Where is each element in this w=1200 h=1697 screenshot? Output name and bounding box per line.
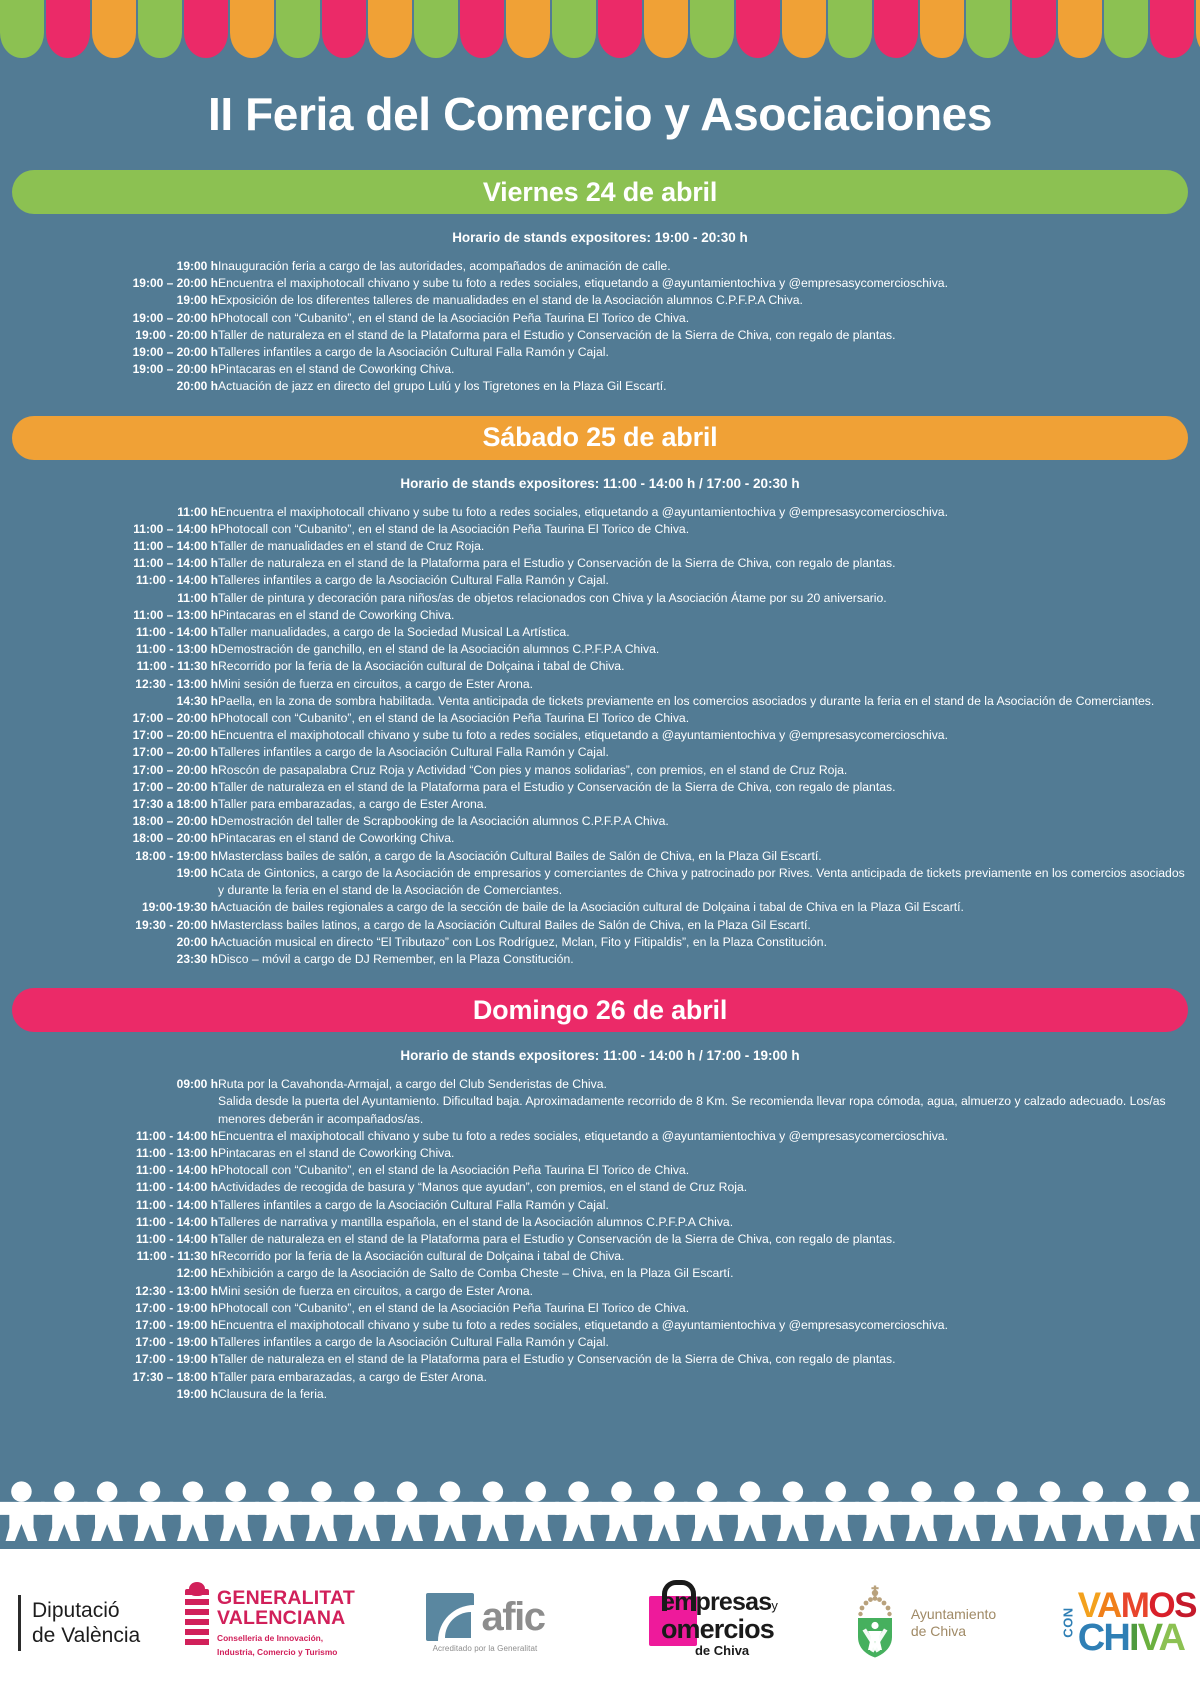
table-row <box>12 361 1188 378</box>
event-description: Recorrido por la feria de la Asociación cultural de Dolçaina i tabal de Chiva. <box>218 659 625 674</box>
table-row <box>12 344 1188 361</box>
table-row <box>12 1334 1188 1351</box>
event-time: 11:00 - 13:00 h <box>135 642 218 657</box>
event-time: 19:00-19:30 h <box>141 900 218 915</box>
event-description: Talleres infantiles a cargo de la Asociación Cultural Falla Ramón y Cajal. <box>218 573 609 588</box>
event-time: 11:00 - 14:00 h <box>135 1231 218 1246</box>
event-time: 19:00 – 20:00 h <box>132 310 218 325</box>
schedule-table-saturday <box>12 504 1188 968</box>
table-row <box>12 572 1188 589</box>
paper-doll-chain-decoration <box>0 1477 1200 1549</box>
diputacio-line1: Diputació <box>32 1599 120 1622</box>
bunting-flag <box>874 0 918 58</box>
event-description: Demostración del taller de Scrapbooking de la Asociación alumnos C.P.F.P.A Chiva. <box>218 814 669 829</box>
event-time: 11:00 - 11:30 h <box>136 659 218 674</box>
bunting-flag <box>460 0 504 58</box>
bunting-flag <box>0 0 44 58</box>
table-row <box>12 762 1188 779</box>
logo-afic <box>375 1549 595 1697</box>
event-time: 17:00 – 20:00 h <box>132 728 218 743</box>
bunting-flag <box>1012 0 1056 58</box>
event-time: 18:00 - 19:00 h <box>135 848 218 863</box>
vamos-line2: CHIVA <box>1077 1616 1185 1659</box>
table-row <box>12 1231 1188 1248</box>
event-description: Actividades de recogida de basura y “Manos que ayudan”, con premios, en el stand de Cruz Roja. <box>218 1180 748 1195</box>
event-description: Encuentra el maxiphotocall chivano y sube tu foto a redes sociales, etiquetando a @ayuntamientochiva y @empresasycomercioschiva. <box>218 1128 948 1143</box>
event-description: Photocall con “Cubanito”, en el stand de la Asociación Peña Taurina El Torico de Chiva. <box>218 310 690 325</box>
event-time: 17:00 – 20:00 h <box>132 762 218 777</box>
event-time: 19:00 - 20:00 h <box>135 327 218 342</box>
event-time: 20:00 h <box>176 934 218 949</box>
table-row <box>12 899 1188 916</box>
day-banner-saturday <box>12 416 1188 460</box>
event-description: Cata de Gintonics, a cargo de la Asociación de empresarios y comerciantes de Chiva y patrocinado por Rives. Venta anticipada de tickets previamente en los comercios asociados y durante la feria en el stand de la Asociación de Comerciantes. <box>218 865 1185 898</box>
table-row <box>12 830 1188 847</box>
event-time: 11:00 - 11:30 h <box>136 1249 218 1264</box>
event-time: 11:00 - 14:00 h <box>135 1128 218 1143</box>
day-banner-sunday <box>12 988 1188 1032</box>
event-description: Taller de manualidades en el stand de Cruz Roja. <box>218 539 485 554</box>
bunting-flag <box>552 0 596 58</box>
table-row <box>12 865 1188 899</box>
event-time: 19:00 – 20:00 h <box>132 276 218 291</box>
bunting-flag <box>690 0 734 58</box>
event-description: Pintacaras en el stand de Coworking Chiva. <box>218 607 455 622</box>
event-description: Taller de pintura y decoración para niños/as de objetos relacionados con Chiva y la Asociación Átame por su 20 aniversario. <box>218 590 887 605</box>
table-row <box>12 1283 1188 1300</box>
event-time: 19:30 - 20:00 h <box>135 917 218 932</box>
event-description: Taller de naturaleza en el stand de la Plataforma para el Estudio y Conservación de la Sierra de Chiva, con regalo de plantas. <box>218 1352 896 1367</box>
bunting-flag <box>920 0 964 58</box>
event-description: Talleres infantiles a cargo de la Asociación Cultural Falla Ramón y Cajal. <box>218 745 609 760</box>
generalitat-sub2: Industria, Comercio y Turismo <box>217 1646 338 1657</box>
event-description: Exposición de los diferentes talleres de manualidades en el stand de la Asociación alumnos C.P.F.P.A Chiva. <box>218 293 803 308</box>
bunting-flag <box>368 0 412 58</box>
table-row <box>12 710 1188 727</box>
event-description: Talleres de narrativa y mantilla española, en el stand de la Asociación alumnos C.P.F.P.A Chiva. <box>218 1214 734 1229</box>
table-row <box>12 590 1188 607</box>
table-row <box>12 848 1188 865</box>
table-row <box>12 1317 1188 1334</box>
event-description: Actuación de jazz en directo del grupo Lulú y los Tigretones en la Plaza Gil Escartí. <box>218 379 667 394</box>
event-description: Encuentra el maxiphotocall chivano y sube tu foto a redes sociales, etiquetando a @ayuntamientochiva y @empresasycomercioschiva. <box>218 276 948 291</box>
day-label: Sábado 25 de abril <box>482 422 718 453</box>
table-row <box>12 779 1188 796</box>
event-time: 18:00 – 20:00 h <box>132 831 218 846</box>
day-label: Viernes 24 de abril <box>482 176 718 207</box>
event-time: 12:30 - 13:00 h <box>135 676 218 691</box>
event-time: 11:00 - 14:00 h <box>135 1180 218 1195</box>
bunting-flag <box>828 0 872 58</box>
table-row <box>12 813 1188 830</box>
bunting-flag <box>966 0 1010 58</box>
table-row <box>12 258 1188 275</box>
bunting-flag <box>644 0 688 58</box>
table-row <box>12 521 1188 538</box>
event-description: Encuentra el maxiphotocall chivano y sube tu foto a redes sociales, etiquetando a @ayuntamientochiva y @empresasycomercioschiva. <box>218 504 948 519</box>
event-time: 19:00 h <box>176 865 218 880</box>
event-description: Masterclass bailes de salón, a cargo de la Asociación Cultural Bailes de Salón de Chiva, en la Plaza Gil Escartí. <box>218 848 822 863</box>
day-section-friday <box>12 170 1188 396</box>
schedule-table-sunday <box>12 1076 1188 1403</box>
empresas-line3: de Chiva <box>694 1642 750 1658</box>
table-row <box>12 1128 1188 1145</box>
table-row <box>12 1076 1188 1093</box>
bunting-flag <box>230 0 274 58</box>
event-time: 11:00 - 14:00 h <box>135 1214 218 1229</box>
event-time: 17:30 – 18:00 h <box>132 1369 218 1384</box>
event-time: 09:00 h <box>176 1077 218 1092</box>
event-time: 11:00 - 13:00 h <box>135 1145 218 1160</box>
vamos-con-text: CON <box>1061 1607 1077 1639</box>
event-description: Demostración de ganchillo, en el stand de la Asociación alumnos C.P.F.P.A Chiva. <box>218 642 660 657</box>
table-row <box>12 607 1188 624</box>
table-row <box>12 796 1188 813</box>
table-row <box>12 624 1188 641</box>
event-time: 11:00 - 14:00 h <box>135 573 218 588</box>
table-row <box>12 1351 1188 1368</box>
bunting-flag <box>598 0 642 58</box>
event-description: Masterclass bailes latinos, a cargo de la Asociación Cultural Bailes de Salón de Chiva, en la Plaza Gil Escartí. <box>218 917 811 932</box>
event-description: Pintacaras en el stand de Coworking Chiva. <box>218 831 455 846</box>
empresas-line2: omercios <box>660 1613 774 1644</box>
bunting-flag <box>184 0 228 58</box>
schedule-table-friday <box>12 258 1188 396</box>
event-time: 11:00 – 14:00 h <box>133 539 218 554</box>
event-description: Pintacaras en el stand de Coworking Chiva. <box>218 1145 455 1160</box>
bunting-flag <box>736 0 780 58</box>
ayuntamiento-line1: Ayuntamiento <box>910 1606 997 1622</box>
vamos-line1: VAMOS <box>1077 1585 1196 1625</box>
table-row <box>12 727 1188 744</box>
event-description: Taller de naturaleza en el stand de la Plataforma para el Estudio y Conservación de la Sierra de Chiva, con regalo de plantas. <box>218 327 896 342</box>
event-description: Paella, en la zona de sombra habilitada. Venta anticipada de tickets previamente en los comercios asociados y durante la feria en el stand de la Asociación de Comerciantes. <box>218 693 1155 708</box>
sponsor-footer <box>0 1549 1200 1697</box>
event-description: Talleres infantiles a cargo de la Asociación Cultural Falla Ramón y Cajal. <box>218 345 609 360</box>
day-label: Domingo 26 de abril <box>472 994 728 1025</box>
stand-hours-friday: Horario de stands expositores: 19:00 - 20:30 h <box>452 230 748 245</box>
chiva-coat-of-arms-icon <box>849 1584 901 1663</box>
bunting-flag <box>782 0 826 58</box>
event-description: Taller para embarazadas, a cargo de Ester Arona. <box>218 1369 487 1384</box>
event-time: 17:00 - 19:00 h <box>135 1317 218 1332</box>
logo-vamos-chiva <box>1020 1549 1200 1697</box>
table-row <box>12 641 1188 658</box>
afic-mark-icon <box>426 1593 474 1641</box>
divider <box>18 1595 21 1651</box>
event-time: 11:00 h <box>177 504 218 519</box>
diputacio-text <box>32 1598 140 1648</box>
table-row <box>12 1179 1188 1196</box>
event-description: Exhibición a cargo de la Asociación de Salto de Comba Cheste – Chiva, en la Plaza Gil Escartí. <box>218 1266 734 1281</box>
table-row <box>12 327 1188 344</box>
event-description: Taller de naturaleza en el stand de la Plataforma para el Estudio y Conservación de la Sierra de Chiva, con regalo de plantas. <box>218 779 896 794</box>
bunting-flag <box>1150 0 1194 58</box>
day-banner-friday <box>12 170 1188 214</box>
event-description: Taller de naturaleza en el stand de la Plataforma para el Estudio y Conservación de la Sierra de Chiva, con regalo de plantas. <box>218 1231 896 1246</box>
event-time: 17:00 - 19:00 h <box>135 1300 218 1315</box>
logo-empresas-y-comercios-de-chiva <box>595 1549 825 1697</box>
table-row <box>12 555 1188 572</box>
event-description: Roscón de pasapalabra Cruz Roja y Actividad “Con pies y manos solidarias”, con premios, en el stand de Cruz Roja. <box>218 762 848 777</box>
logo-diputacio-de-valencia <box>0 1549 165 1697</box>
stand-hours-saturday: Horario de stands expositores: 11:00 - 14:00 h / 17:00 - 20:30 h <box>400 475 800 491</box>
bunting-flag <box>1104 0 1148 58</box>
bunting-flag <box>276 0 320 58</box>
event-time: 17:00 – 20:00 h <box>132 779 218 794</box>
day-section-sunday <box>12 988 1188 1403</box>
table-row <box>12 744 1188 761</box>
table-row <box>12 1248 1188 1265</box>
day-section-saturday <box>12 416 1188 968</box>
table-row <box>12 1162 1188 1179</box>
table-row <box>12 504 1188 521</box>
bunting-flag <box>1058 0 1102 58</box>
table-row <box>12 292 1188 309</box>
event-time: 11:00 – 14:00 h <box>133 521 218 536</box>
event-time: 18:00 – 20:00 h <box>132 814 218 829</box>
event-description: Actuación musical en directo “El Tributazo” con Los Rodríguez, Mclan, Fito y Fitipaldis”, en la Plaza Constitución. <box>218 934 827 949</box>
event-time: 17:00 - 19:00 h <box>135 1352 218 1367</box>
event-time: 14:30 h <box>176 693 218 708</box>
table-row <box>12 1386 1188 1403</box>
event-description: Photocall con “Cubanito”, en el stand de la Asociación Peña Taurina El Torico de Chiva. <box>218 521 690 536</box>
event-time: 19:00 – 20:00 h <box>132 362 218 377</box>
event-description: Photocall con “Cubanito”, en el stand de la Asociación Peña Taurina El Torico de Chiva. <box>218 1300 690 1315</box>
event-time: 11:00 – 14:00 h <box>133 556 218 571</box>
logo-generalitat-valenciana <box>165 1549 375 1697</box>
senyera-flag-icon <box>185 1589 209 1647</box>
event-description: Encuentra el maxiphotocall chivano y sube tu foto a redes sociales, etiquetando a @ayuntamientochiva y @empresasycomercioschiva. <box>218 728 948 743</box>
table-row <box>12 1265 1188 1282</box>
event-time <box>12 1093 218 1127</box>
event-description: Photocall con “Cubanito”, en el stand de la Asociación Peña Taurina El Torico de Chiva. <box>218 1163 690 1178</box>
afic-subtitle: Acreditado por la Generalitat <box>432 1644 538 1653</box>
bunting-flag <box>138 0 182 58</box>
event-description: Clausura de la feria. <box>218 1386 328 1401</box>
bunting-flag <box>506 0 550 58</box>
table-row <box>12 934 1188 951</box>
diputacio-line2: de València <box>32 1624 141 1647</box>
event-description: Photocall con “Cubanito”, en el stand de la Asociación Peña Taurina El Torico de Chiva. <box>218 711 690 726</box>
bunting-flag <box>1196 0 1200 58</box>
event-description: Taller para embarazadas, a cargo de Ester Arona. <box>218 797 487 812</box>
event-time: 12:30 - 13:00 h <box>135 1283 218 1298</box>
empresas-line1: empresas <box>660 1587 772 1616</box>
event-time: 17:00 – 20:00 h <box>132 745 218 760</box>
page-title: II Feria del Comercio y Asociaciones <box>207 88 993 140</box>
event-description: Encuentra el maxiphotocall chivano y sube tu foto a redes sociales, etiquetando a @ayuntamientochiva y @empresasycomercioschiva. <box>218 1317 948 1332</box>
table-row <box>12 658 1188 675</box>
event-time: 19:00 h <box>176 293 218 308</box>
event-time: 11:00 - 14:00 h <box>135 1163 218 1178</box>
table-row <box>12 1093 1188 1127</box>
event-description: Taller de naturaleza en el stand de la Plataforma para el Estudio y Conservación de la Sierra de Chiva, con regalo de plantas. <box>218 556 896 571</box>
poster-header <box>0 58 1200 170</box>
event-description: Pintacaras en el stand de Coworking Chiva. <box>218 362 455 377</box>
bunting-flag <box>414 0 458 58</box>
table-row <box>12 917 1188 934</box>
schedule-content <box>0 170 1200 1423</box>
table-row <box>12 693 1188 710</box>
event-time: 17:00 – 20:00 h <box>132 711 218 726</box>
generalitat-line1: GENERALITAT <box>217 1587 355 1610</box>
logo-ayuntamiento-de-chiva <box>825 1549 1020 1697</box>
table-row <box>12 1369 1188 1386</box>
event-description: Mini sesión de fuerza en circuitos, a cargo de Ester Arona. <box>218 676 534 691</box>
event-time: 19:00 h <box>176 259 218 273</box>
table-row <box>12 951 1188 968</box>
event-description: Actuación de bailes regionales a cargo de la sección de baile de la Asociación cultural de Dolçaina i tabal de Chiva en la Plaza Gil Escartí. <box>218 900 964 915</box>
table-row <box>12 275 1188 292</box>
event-description: Mini sesión de fuerza en circuitos, a cargo de Ester Arona. <box>218 1283 534 1298</box>
stand-hours-sunday: Horario de stands expositores: 11:00 - 14:00 h / 17:00 - 19:00 h <box>400 1048 800 1064</box>
event-description: Inauguración feria a cargo de las autoridades, acompañados de animación de calle. <box>218 259 671 273</box>
table-row <box>12 1145 1188 1162</box>
event-time: 12:00 h <box>176 1266 218 1281</box>
afic-wordmark: afic <box>481 1595 545 1639</box>
table-row <box>12 1300 1188 1317</box>
event-time: 11:00 h <box>177 590 218 605</box>
event-time: 17:00 - 19:00 h <box>135 1335 218 1350</box>
event-description: Salida desde la puerta del Ayuntamiento. Dificultad baja. Aproximadamente recorrido de 8 Km. Se recomienda llevar ropa cómoda, agua, almuerzo y calzado adecuado. Los/as menores deberán ir acompañados/as. <box>218 1094 1166 1126</box>
generalitat-line2: VALENCIANA <box>217 1607 346 1629</box>
table-row <box>12 378 1188 395</box>
event-time: 11:00 - 14:00 h <box>135 1197 218 1212</box>
event-description: Disco – móvil a cargo de DJ Remember, en la Plaza Constitución. <box>218 951 574 966</box>
event-time: 19:00 – 20:00 h <box>132 345 218 360</box>
event-time: 11:00 – 13:00 h <box>133 607 218 622</box>
event-time: 11:00 - 14:00 h <box>135 625 218 640</box>
table-row <box>12 676 1188 693</box>
event-description: Ruta por la Cavahonda-Armajal, a cargo del Club Senderistas de Chiva. <box>218 1077 607 1092</box>
event-time: 19:00 h <box>176 1386 218 1401</box>
generalitat-sub1: Conselleria de Innovación, <box>217 1632 324 1643</box>
table-row <box>12 310 1188 327</box>
bunting-flag <box>92 0 136 58</box>
table-row <box>12 1197 1188 1214</box>
ayuntamiento-line2: de Chiva <box>910 1623 967 1639</box>
bunting-decoration <box>0 0 1200 58</box>
table-row <box>12 538 1188 555</box>
bunting-flag <box>322 0 366 58</box>
empresas-y: y <box>771 1597 778 1613</box>
event-time: 23:30 h <box>176 951 218 966</box>
event-description: Recorrido por la feria de la Asociación cultural de Dolçaina i tabal de Chiva. <box>218 1249 625 1264</box>
event-description: Taller manualidades, a cargo de la Sociedad Musical La Artística. <box>218 625 570 640</box>
bunting-flag <box>46 0 90 58</box>
event-description: Talleres infantiles a cargo de la Asociación Cultural Falla Ramón y Cajal. <box>218 1197 609 1212</box>
event-description: Talleres infantiles a cargo de la Asociación Cultural Falla Ramón y Cajal. <box>218 1335 609 1350</box>
event-time: 20:00 h <box>176 379 218 394</box>
table-row <box>12 1214 1188 1231</box>
event-time: 17:30 a 18:00 h <box>132 797 218 812</box>
